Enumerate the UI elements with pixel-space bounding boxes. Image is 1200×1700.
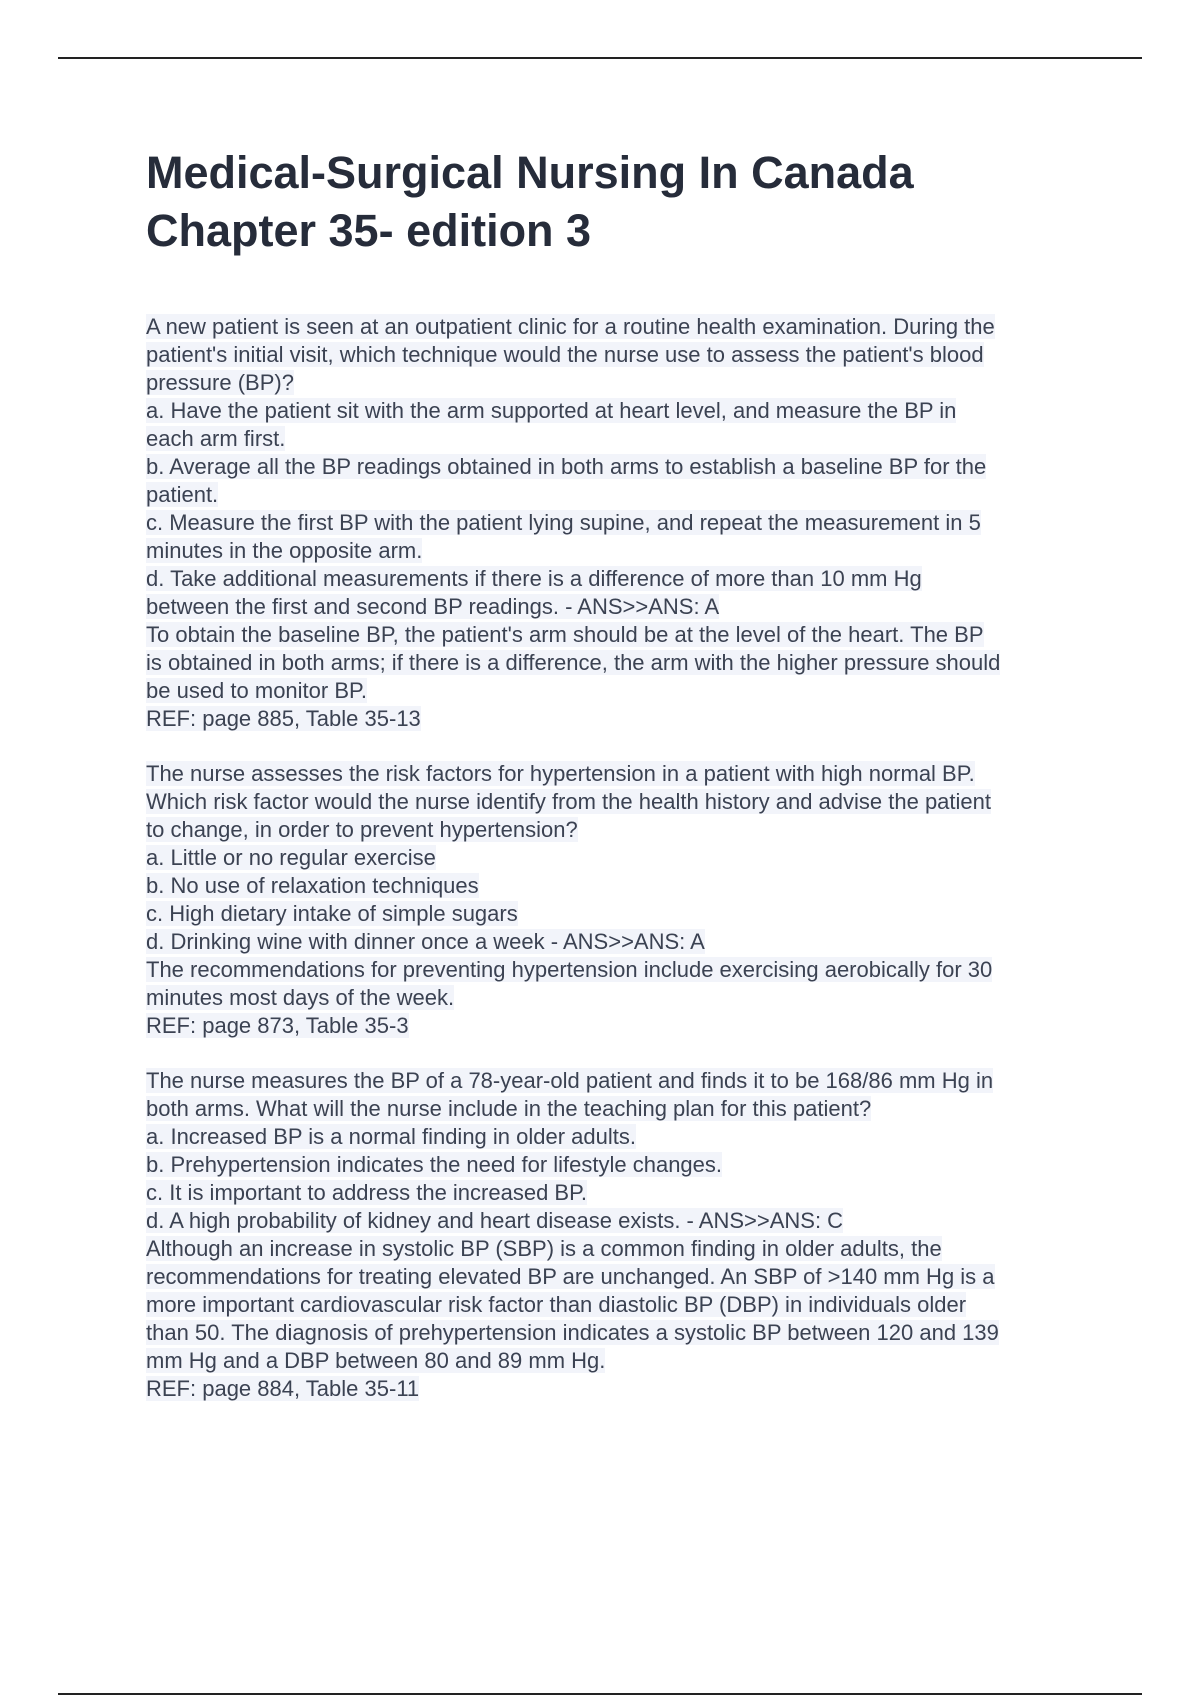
text-line-content: minutes most days of the week. xyxy=(146,985,455,1010)
bottom-divider xyxy=(58,1693,1142,1695)
text-line-content: a. Little or no regular exercise xyxy=(146,845,436,870)
question-block xyxy=(146,1067,1086,1403)
question-block xyxy=(146,313,1086,733)
text-line xyxy=(146,1095,1086,1123)
text-line xyxy=(146,844,1086,872)
text-line xyxy=(146,313,1086,341)
text-line xyxy=(146,1123,1086,1151)
text-line xyxy=(146,1347,1086,1375)
title-line: Chapter 35- edition 3 xyxy=(146,205,592,256)
text-line xyxy=(146,1319,1086,1347)
top-divider xyxy=(58,57,1142,59)
text-line-content: REF: page 884, Table 35-11 xyxy=(146,1376,420,1401)
text-line-content: mm Hg and a DBP between 80 and 89 mm Hg. xyxy=(146,1348,606,1373)
text-line-content: REF: page 873, Table 35-3 xyxy=(146,1013,409,1038)
text-line-content: a. Have the patient sit with the arm supported at heart level, and measure the BP in xyxy=(146,398,957,423)
text-line xyxy=(146,453,1086,481)
text-line-content: The recommendations for preventing hypertension include exercising aerobically for 30 xyxy=(146,957,993,982)
text-line-content: d. Take additional measurements if there is a difference of more than 10 mm Hg xyxy=(146,566,922,591)
question-block xyxy=(146,760,1086,1040)
text-line-content: a. Increased BP is a normal finding in older adults. xyxy=(146,1124,636,1149)
text-line-content: d. A high probability of kidney and heart disease exists. - ANS>>ANS: C xyxy=(146,1208,844,1233)
text-line-content: c. It is important to address the increased BP. xyxy=(146,1180,588,1205)
text-line xyxy=(146,1207,1086,1235)
text-line xyxy=(146,565,1086,593)
document-body xyxy=(146,313,1086,1430)
text-line-content: c. High dietary intake of simple sugars xyxy=(146,901,518,926)
text-line xyxy=(146,928,1086,956)
text-line xyxy=(146,1263,1086,1291)
text-line-content: b. No use of relaxation techniques xyxy=(146,873,479,898)
text-line-content: both arms. What will the nurse include in the teaching plan for this patient? xyxy=(146,1096,872,1121)
text-line xyxy=(146,984,1086,1012)
text-line xyxy=(146,1012,1086,1040)
text-line-content: b. Average all the BP readings obtained in both arms to establish a baseline BP for the xyxy=(146,454,987,479)
text-line-content: minutes in the opposite arm. xyxy=(146,538,423,563)
text-line xyxy=(146,509,1086,537)
text-line-content: more important cardiovascular risk factor than diastolic BP (DBP) in individuals older xyxy=(146,1292,967,1317)
text-line-content: than 50. The diagnosis of prehypertension indicates a systolic BP between 120 and 139 xyxy=(146,1320,999,1345)
text-line xyxy=(146,481,1086,509)
text-line-content: The nurse measures the BP of a 78-year-old patient and finds it to be 168/86 mm Hg in xyxy=(146,1068,994,1093)
text-line xyxy=(146,621,1086,649)
text-line xyxy=(146,397,1086,425)
text-line-content: REF: page 885, Table 35-13 xyxy=(146,706,421,731)
text-line xyxy=(146,341,1086,369)
text-line-content: d. Drinking wine with dinner once a week - ANS>>ANS: A xyxy=(146,929,705,954)
text-line xyxy=(146,537,1086,565)
text-line-content: patient's initial visit, which technique would the nurse use to assess the patient's blood xyxy=(146,342,984,367)
text-line xyxy=(146,1235,1086,1263)
text-line-content: The nurse assesses the risk factors for hypertension in a patient with high normal BP. xyxy=(146,761,975,786)
text-line xyxy=(146,872,1086,900)
text-line xyxy=(146,760,1086,788)
text-line xyxy=(146,369,1086,397)
text-line xyxy=(146,900,1086,928)
text-line xyxy=(146,705,1086,733)
text-line-content: pressure (BP)? xyxy=(146,370,294,395)
text-line-content: be used to monitor BP. xyxy=(146,678,367,703)
text-line-content: Which risk factor would the nurse identify from the health history and advise the patient xyxy=(146,789,991,814)
text-line-content: to change, in order to prevent hypertension? xyxy=(146,817,578,842)
text-line-content: c. Measure the first BP with the patient lying supine, and repeat the measurement in 5 xyxy=(146,510,981,535)
text-line xyxy=(146,677,1086,705)
text-line-content: between the first and second BP readings. - ANS>>ANS: A xyxy=(146,594,720,619)
text-line-content: To obtain the baseline BP, the patient's arm should be at the level of the heart. The BP xyxy=(146,622,984,647)
text-line-content: each arm first. xyxy=(146,426,286,451)
title-line: Medical-Surgical Nursing In Canada xyxy=(146,147,914,198)
text-line xyxy=(146,1291,1086,1319)
text-line-content: b. Prehypertension indicates the need for lifestyle changes. xyxy=(146,1152,723,1177)
text-line xyxy=(146,788,1086,816)
text-line-content: is obtained in both arms; if there is a difference, the arm with the higher pressure should xyxy=(146,650,1001,675)
page-title xyxy=(146,144,1086,260)
text-line xyxy=(146,593,1086,621)
text-line-content: Although an increase in systolic BP (SBP) is a common finding in older adults, the xyxy=(146,1236,942,1261)
text-line xyxy=(146,425,1086,453)
text-line xyxy=(146,1151,1086,1179)
text-line-content: recommendations for treating elevated BP are unchanged. An SBP of >140 mm Hg is a xyxy=(146,1264,995,1289)
text-line xyxy=(146,1067,1086,1095)
text-line xyxy=(146,956,1086,984)
text-line xyxy=(146,649,1086,677)
text-line xyxy=(146,1375,1086,1403)
text-line xyxy=(146,1179,1086,1207)
text-line xyxy=(146,816,1086,844)
text-line-content: A new patient is seen at an outpatient clinic for a routine health examination. During the xyxy=(146,314,995,339)
text-line-content: patient. xyxy=(146,482,219,507)
